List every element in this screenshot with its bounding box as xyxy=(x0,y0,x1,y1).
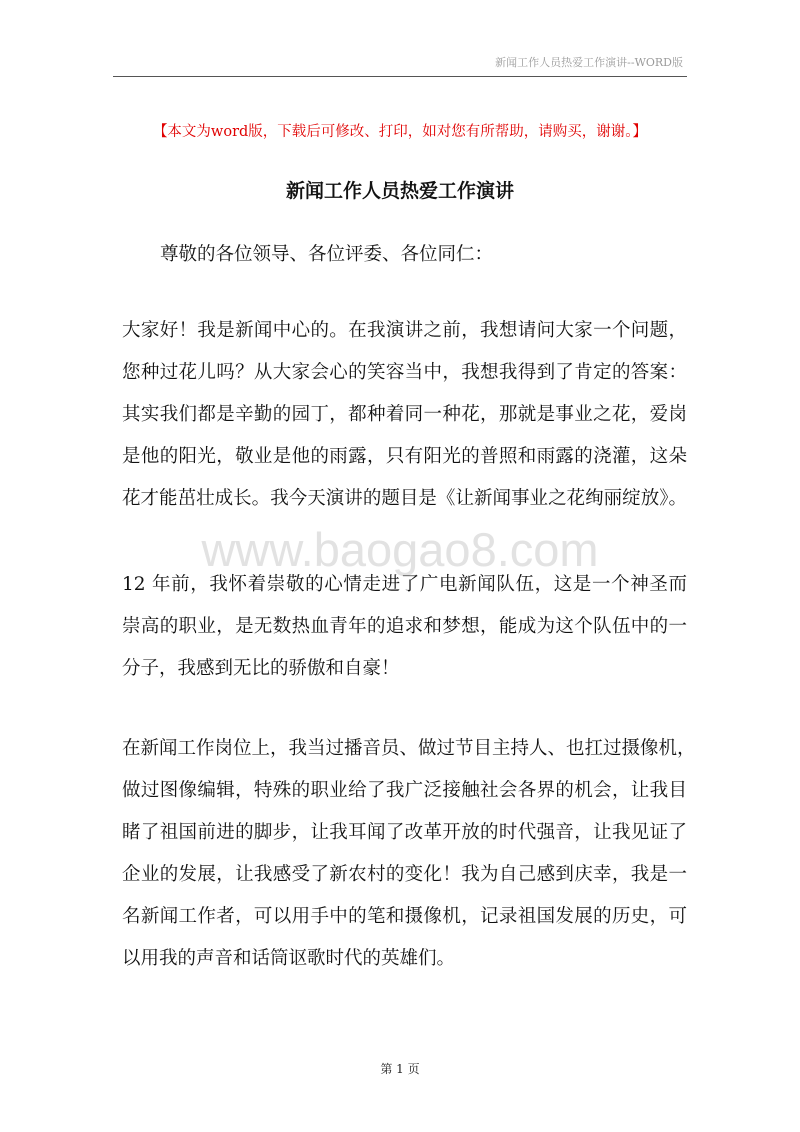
text-line: 企业的发展，让我感受了新农村的变化！我为自己感到庆幸，我是一 xyxy=(122,864,687,885)
text-line: 您种过花儿吗？从大家会心的笑容当中，我想我得到了肯定的答案： xyxy=(122,362,687,383)
text-line: 崇高的职业，是无数热血青年的追求和梦想，能成为这个队伍中的一 xyxy=(122,616,687,637)
text-line: 花才能茁壮成长。我今天演讲的题目是《让新闻事业之花绚丽绽放》。 xyxy=(122,488,687,509)
text-line: 名新闻工作者，可以用手中的笔和摄像机，记录祖国发展的历史，可 xyxy=(122,906,687,927)
text-line: 做过图像编辑，特殊的职业给了我广泛接触社会各界的机会，让我目 xyxy=(122,780,687,801)
text-line: 12 年前，我怀着崇敬的心情走进了广电新闻队伍，这是一个神圣而 xyxy=(122,574,687,595)
text-line: 睹了祖国前进的脚步，让我耳闻了改革开放的时代强音，让我见证了 xyxy=(122,822,687,843)
text-line: 其实我们都是辛勤的园丁，都种着同一种花，那就是事业之花，爱岗 xyxy=(122,404,687,425)
paragraph-1 xyxy=(122,310,687,520)
purchase-notice: 【本文为word版，下载后可修改、打印，如对您有所帮助，请购买，谢谢。】 xyxy=(152,124,648,140)
text-line: 是他的阳光，敬业是他的雨露，只有阳光的普照和雨露的浇灌，这朵 xyxy=(122,446,687,467)
paragraph-2 xyxy=(122,564,687,690)
paragraph-3 xyxy=(122,728,696,980)
page-number: 第 1 页 xyxy=(380,1062,420,1076)
text-line: 大家好！我是新闻中心的。在我演讲之前，我想请问大家一个问题， xyxy=(122,320,687,341)
salutation: 尊敬的各位领导、各位评委、各位同仁： xyxy=(160,244,494,265)
document-title: 新闻工作人员热爱工作演讲 xyxy=(285,180,514,202)
watermark: www.baogao8.com xyxy=(201,523,599,576)
header-divider xyxy=(113,76,687,77)
text-line: 分子，我感到无比的骄傲和自豪！ xyxy=(122,658,400,679)
text-line: 以用我的声音和话筒讴歌时代的英雄们。 xyxy=(122,948,456,969)
running-header: 新闻工作人员热爱工作演讲--WORD版 xyxy=(495,56,683,69)
text-line: 在新闻工作岗位上，我当过播音员、做过节目主持人、也扛过摄像机， xyxy=(122,738,696,759)
